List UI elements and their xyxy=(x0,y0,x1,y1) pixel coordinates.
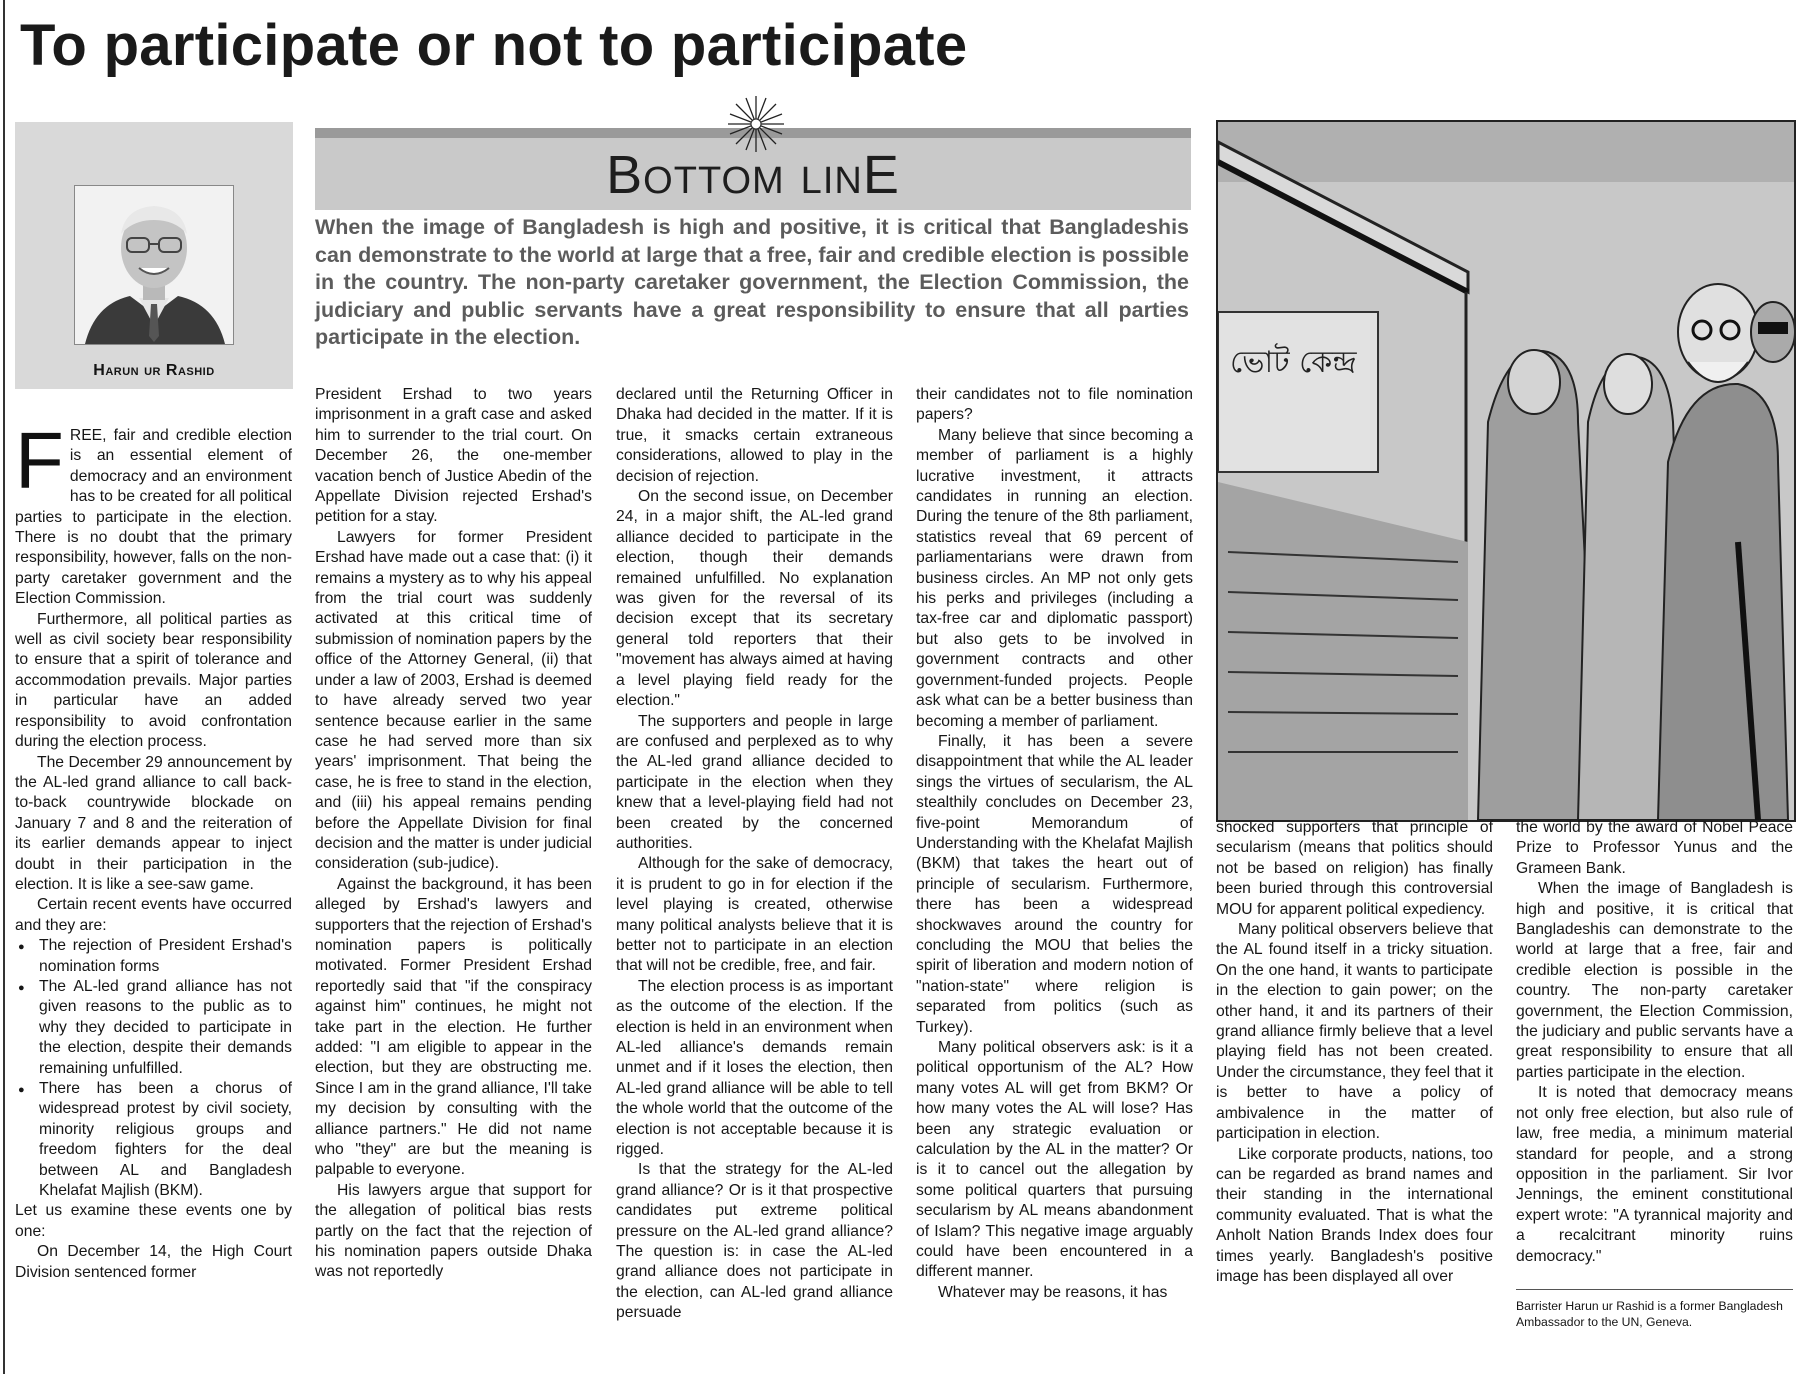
paragraph: Lawyers for former President Ershad have made out a case that: (i) it remains a mystery as to why his appeal from the trial court was suddenly activated at this critical time of submission of nomination papers by the office of the Attorney General, (ii) that under a law of 2003, Ershad is deemed to have already served two year sentence because earlier in the same case he had served more than six years' imprisonment. That being the case, he is free to stand in the election, and (iii) his appeal remains pending before the Appellate Division for final decision and the matter is under judicial consideration (sub-judice). xyxy=(315,528,592,873)
paragraph: Like corporate products, nations, too can be regarded as brand names and their standing in the international community evaluated. That is what the Anholt Nation Brands Index does four times yearly. Bangladesh's positive image has been displayed all over xyxy=(1216,1145,1493,1285)
paragraph: It is noted that democracy means not only free election, but also rule of law, free media, a minimum material standard for people, and a strong opposition in the parliament. Sir Ivor Jennings, the eminent constitutional expert wrote: "A tyrannical majority and a recalcitrant minority ruins democracy." xyxy=(1516,1084,1793,1265)
paragraph: On December 14, the High Court Division sentenced former xyxy=(15,1243,292,1281)
paragraph: Although for the sake of democracy, it is prudent to go in for election if the level playing is created, otherwise many political analysts believe that it is better not to participate in an election that will not be credible, free, and fair. xyxy=(616,855,893,975)
column-1 xyxy=(15,416,293,1283)
paragraph: the world by the award of Nobel Peace Prize to Professor Yunus and the Grameen Bank. xyxy=(1516,819,1793,877)
lead-paragraph: FREE, fair and credible election is an essential element of democracy and an environment has to be created for all political parties to participate in the election. There is no doubt that the primary responsibility, however, falls on the non-party caretaker government and the Election Commission. xyxy=(15,416,293,608)
deck-summary: When the image of Bangladesh is high and positive, it is critical that Bangladeshis can demonstrate to the world at large that a free, fair and credible election is possible in the country. The non-party caretaker government, the Election Commission, the judiciary and public servants have a great responsibility to ensure that all parties participate in the election. xyxy=(315,215,1189,349)
author-bio: Barrister Harun ur Rashid is a former Bangladesh Ambassador to the UN, Geneva. xyxy=(1516,1298,1783,1329)
column-6 xyxy=(1516,818,1793,1330)
voters-queue-cartoon-icon xyxy=(1218,122,1794,820)
paragraph: shocked supporters that principle of secularism (means that politics should not be based on religion) has finally been buried through this controversial MOU for apparent political expediency. xyxy=(1216,819,1493,918)
headline: To participate or not to participate xyxy=(20,13,968,78)
column-2 xyxy=(315,385,592,1283)
paragraph: The supporters and people in large are confused and perplexed as to why the AL-led grand alliance decided to participate in the election when they knew that a level-playing field had not been created by the concerned authorities. xyxy=(616,712,893,852)
column-3 xyxy=(616,385,893,1324)
paragraph: His lawyers argue that support for the allegation of political bias rests partly on the fact that the rejection of his nomination papers outside Dhaka was not reportedly xyxy=(315,1181,592,1281)
paragraph: their candidates not to file nomination papers? xyxy=(916,386,1193,424)
paragraph: Whatever may be reasons, it has xyxy=(938,1283,1168,1301)
paragraph: Is that the strategy for the AL-led grand alliance? Or is it that prospective candidates put extreme political pressure on the AL-led grand alliance? The question is: in case the AL-led grand alliance does not participate in the election, can AL-led grand alliance persuade xyxy=(616,1161,893,1322)
author-box xyxy=(15,122,293,389)
paragraph: Many political observers believe that the AL found itself in a tricky situation. On the one hand, it wants to participate in the election to gain power; on the other hand, it and its partners of their grand alliance firmly believe that a level playing field has not been created. Under the circumstance, they feel that it is better to have a policy of ambivalence in the matter of participation in election. xyxy=(1216,921,1493,1143)
paragraph: The December 29 announcement by the AL-led grand alliance to call back-to-back countrywide blockade on January 7 and 8 and the reiteration of its earlier demands appear to inject doubt in their participation in the election. It is like a see-saw game. xyxy=(15,753,292,893)
paragraph: On the second issue, on December 24, in a major shift, the AL-led grand alliance decided to participate in the election, though their demands remained unfulfilled. No explanation was given for the reversal of its decision except that its secretary general told reporters that their "movement has always aimed at having a level playing field ready for the election." xyxy=(616,488,893,710)
author-portrait xyxy=(74,185,234,345)
paragraph: Many believe that since becoming a member of parliament is a highly lucrative investment, it attracts candidates in running an election. During the tenure of the 8th parliament, statistics reveal that 69 percent of parliamentarians were drawn from business circles. An MP not only gets his perks and privileges (including a tax-free car and diplomatic passport) but also gets to be involved in government contracts and other government-funded projects. People ask what can be a better business than becoming a member of parliament. xyxy=(916,426,1193,730)
column-title: Bottom linE xyxy=(606,145,900,205)
paragraph: declared until the Returning Officer in Dhaka had decided in the matter. If it is true, it smacks certain extraneous considerations, allowed to play in the decision of rejection. xyxy=(616,386,893,485)
paragraph: The election process is as important as the outcome of the election. If the election is held in an environment when AL-led alliance's demands remain unmet and if it loses the election, then AL-led grand alliance will be able to tell the whole world that the outcome of the election is not acceptable because it is rigged. xyxy=(616,977,893,1159)
drop-cap: F xyxy=(15,416,64,505)
list-item: ● The rejection of President Ershad's nomination forms xyxy=(39,936,292,977)
paragraph: Finally, it has been a severe disappointment that while the AL leader sings the virtues of secularism, the AL stealthily concludes on December 23, five-point Memorandum of Understanding with the Khelafat Majlish (BKM) that takes the heart out of principle of secularism. Furthermore, there has been a widespread shockwaves around the country for concluding the MOU that belies the spirit of liberation and modern notion of "nation-state" where religion is separated from politics (such as Turkey). xyxy=(916,732,1193,1036)
list-item: ● There has been a chorus of widespread protest by civil society, minority religious groups and freedom fighters for the deal between AL and Bangladesh Khelafat Majlish (BKM). xyxy=(39,1079,292,1201)
paragraph: Certain recent events have occurred and they are: xyxy=(15,896,292,934)
paragraph: Furthermore, all political parties as well as civil society bear responsibility to ensure that a spirit of tolerance and accommodation prevails. Major parties in particular have an added responsibility to avoid confrontation during the election process. xyxy=(15,610,292,751)
voters-queue-cartoon xyxy=(1216,120,1796,822)
paragraph: When the image of Bangladesh is high and positive, it is critical that Bangladeshis can demonstrate to the world at large that a free, fair and credible election is possible in the country. The non-party caretaker government, the Election Commission, the judiciary and public servants have a great responsibility to ensure that all parties participate in the election. xyxy=(1516,880,1793,1081)
paragraph: Against the background, it has been alleged by Ershad's lawyers and supporters that the rejection of Ershad's nomination papers is politically motivated. Former President Ershad reportedly said that "if the conspiracy against him" continues, he might not take part in the election. He further added: "I am eligible to appear in the election, but they are obstructing me. Since I am in the grand alliance, I'll take my decision by consulting with the alliance partners." He did not name who "they" are but the meaning is palpable to everyone. xyxy=(315,875,592,1179)
column-4 xyxy=(916,385,1193,1303)
cartoon-sign: ভোট কেন্দ্র xyxy=(1230,345,1357,380)
author-name: Harun ur Rashid xyxy=(93,362,215,379)
column-5 xyxy=(1216,818,1493,1287)
paragraph: Let us examine these events one by one: xyxy=(15,1202,292,1240)
page-left-rule xyxy=(3,0,5,1374)
author-portrait-icon xyxy=(75,186,233,344)
list-item: ● The AL-led grand alliance has not given reasons to the public as to why they decided to participate in the election, despite their demands remaining unfulfilled. xyxy=(39,977,292,1079)
starburst-icon xyxy=(728,96,784,152)
events-list xyxy=(15,936,292,1201)
paragraph: Many political observers ask: is it a political opportunism of the AL? How many votes AL will get from BKM? Or how many votes the AL will lose? Has been any strategic evaluation or calculation by the AL in the matter? Or is it to cancel out the allegation by some political quarters that pursuing secularism by AL means abandonment of Islam? This negative image arguably could have been encountered in a different manner. xyxy=(916,1039,1193,1281)
paragraph: President Ershad to two years imprisonment in a graft case and asked him to surrender to the trial court. On December 26, the one-member vacation bench of Justice Abedin of the Appellate Division rejected Ershad's petition for a stay. xyxy=(315,386,592,526)
signature-divider xyxy=(1516,1289,1793,1290)
